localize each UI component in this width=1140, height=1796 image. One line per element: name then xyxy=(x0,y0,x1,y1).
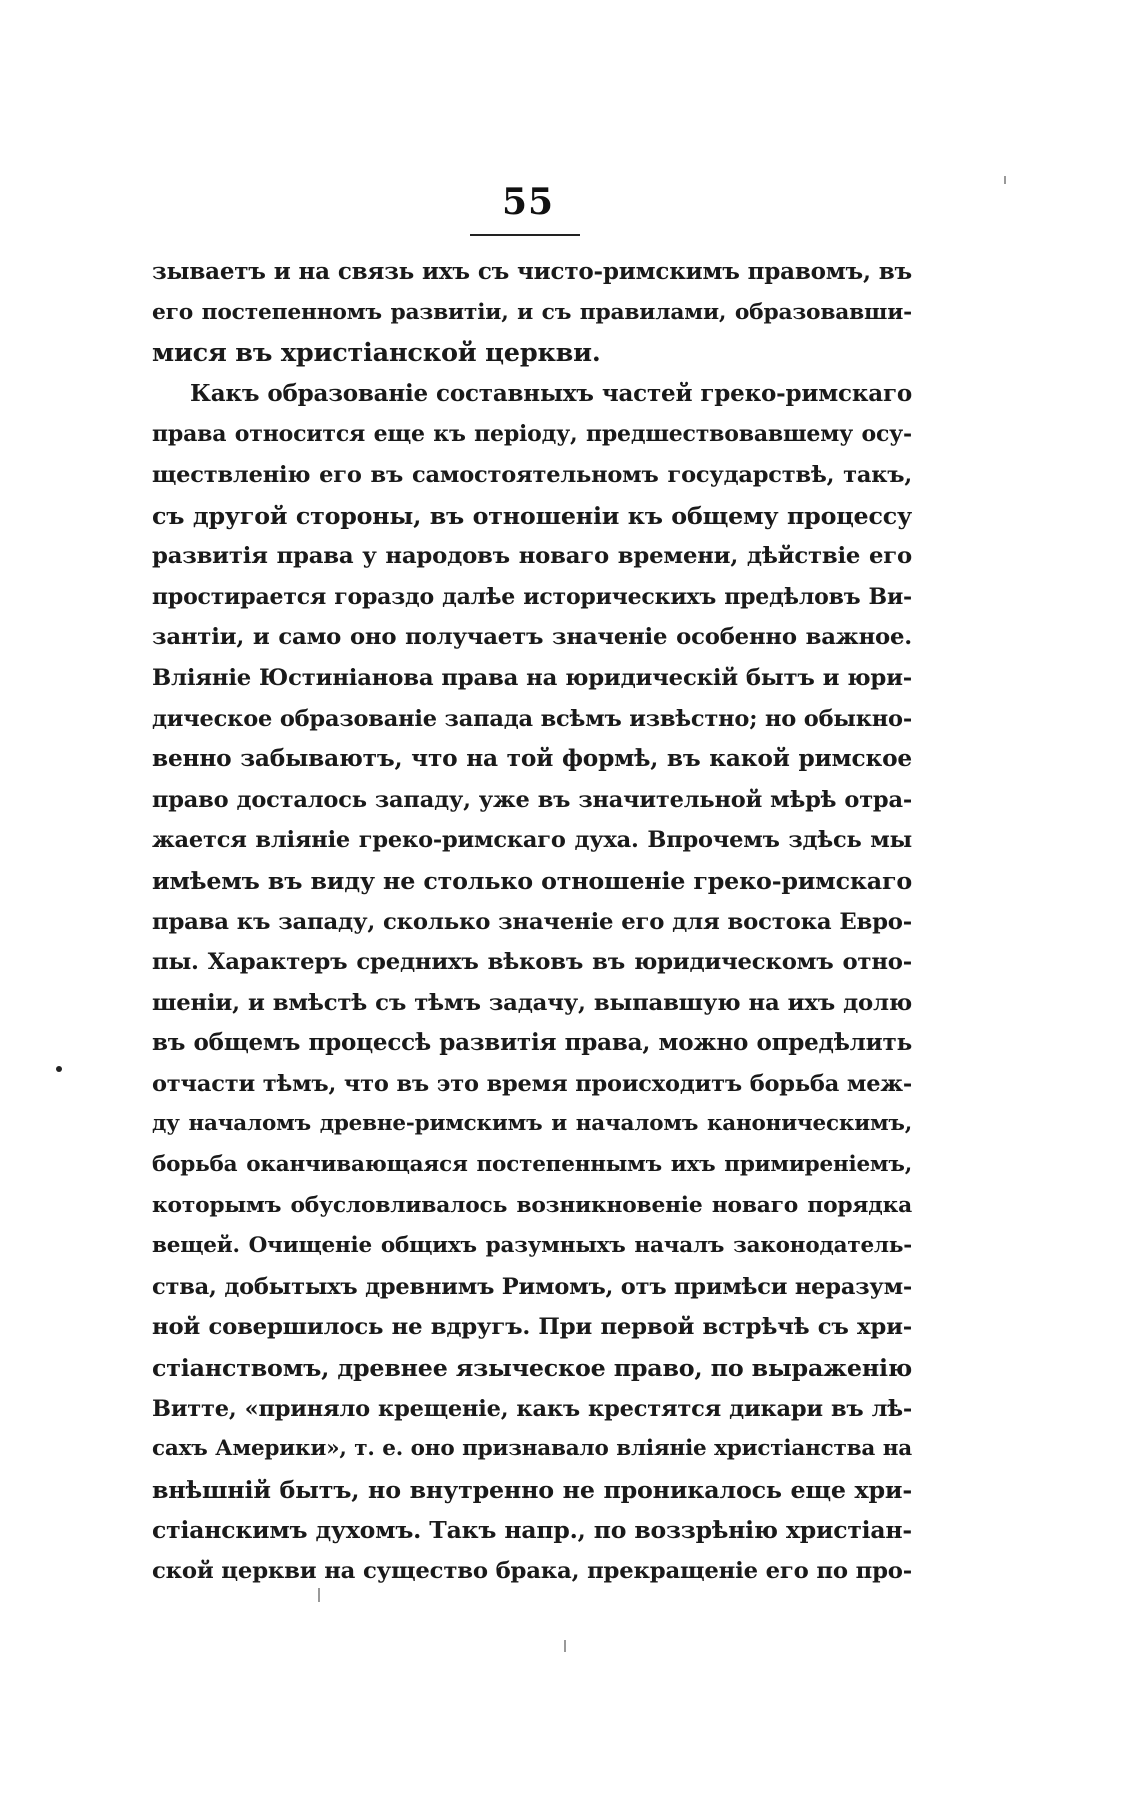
text-line: венно забываютъ, что на той формѣ, въ какой римское xyxy=(152,745,912,773)
text-line: пы. Характеръ среднихъ вѣковъ въ юридическомъ отно- xyxy=(152,949,912,976)
text-line: право досталось западу, уже въ значительной мѣрѣ отра- xyxy=(152,786,912,813)
text-line: права относится еще къ періоду, предшествовавшему осу- xyxy=(152,421,912,448)
text-line: ществленію его въ самостоятельномъ государствѣ, такъ, xyxy=(152,461,912,488)
text-line: ской церкви на существо брака, прекращеніе его по про- xyxy=(152,1558,912,1584)
text-line: стіанскимъ духомъ. Такъ напр., по воззрѣнію христіан- xyxy=(152,1516,912,1545)
page-number: 55 xyxy=(501,181,555,223)
text-line: развитія права у народовъ новаго времени, дѣйствіе его xyxy=(152,543,912,570)
text-line: его постепенномъ развитіи, и съ правилами, образовавши- xyxy=(152,299,912,325)
text-line: мися въ христіанской церкви. xyxy=(152,338,601,369)
text-line: отчасти тѣмъ, что въ это время происходитъ борьба меж- xyxy=(152,1070,912,1097)
text-line: ства, добытыхъ древнимъ Римомъ, отъ примѣси неразум- xyxy=(152,1273,913,1300)
text-line: права къ западу, сколько значеніе его для востока Евро- xyxy=(152,908,912,935)
text-line: дическое образованіе запада всѣмъ извѣстно; но обыкно- xyxy=(152,705,912,732)
scan-speck xyxy=(1004,176,1006,184)
text-line: стіанствомъ, древнее языческое право, по выраженію xyxy=(152,1354,912,1383)
text-line: жается вліяніе греко-римскаго духа. Впрочемъ здѣсь мы xyxy=(152,827,912,854)
text-line: простирается гораздо далѣе историческихъ предѣловъ Ви- xyxy=(152,583,912,610)
text-line: Витте, «приняло крещеніе, какъ крестятся дикари въ лѣ- xyxy=(152,1395,912,1422)
text-line: ду началомъ древне-римскимъ и началомъ каноническимъ, xyxy=(152,1111,912,1137)
text-line: имѣемъ въ виду не столько отношеніе греко-римскаго xyxy=(152,866,912,895)
text-line: вещей. Очищеніе общихъ разумныхъ началъ законодатель- xyxy=(152,1233,912,1259)
text-line: зантіи, и само оно получаетъ значеніе особенно важное. xyxy=(152,624,912,651)
text-line: съ другой стороны, въ отношеніи къ общему процессу xyxy=(152,501,912,530)
text-line: которымъ обусловливалось возникновеніе новаго порядка xyxy=(152,1192,912,1218)
text-line: въ общемъ процессѣ развитія права, можно опредѣлить xyxy=(152,1029,912,1057)
text-line: шеніи, и вмѣстѣ съ тѣмъ задачу, выпавшую на ихъ долю xyxy=(152,989,912,1016)
text-line: сахъ Америки», т. е. оно признавало вліяніе христіанства на xyxy=(152,1436,912,1462)
page-number-rule xyxy=(470,234,580,236)
text-line: зываетъ и на связь ихъ съ чисто-римскимъ правомъ, въ xyxy=(152,258,912,285)
scan-speck xyxy=(564,1640,566,1652)
text-line: борьба оканчивающаяся постепеннымъ ихъ примиреніемъ, xyxy=(152,1152,912,1178)
text-line: ной совершилось не вдругъ. При первой встрѣчѣ съ хри- xyxy=(152,1314,912,1341)
text-line: внѣшній бытъ, но внутренно не проникалось еще хри- xyxy=(152,1475,912,1504)
margin-dot xyxy=(56,1066,62,1072)
text-line: Вліяніе Юстиніанова права на юридическій бытъ и юри- xyxy=(152,664,912,691)
body-text xyxy=(152,252,912,1592)
text-line: Какъ образованіе составныхъ частей греко-римскаго xyxy=(190,379,912,407)
